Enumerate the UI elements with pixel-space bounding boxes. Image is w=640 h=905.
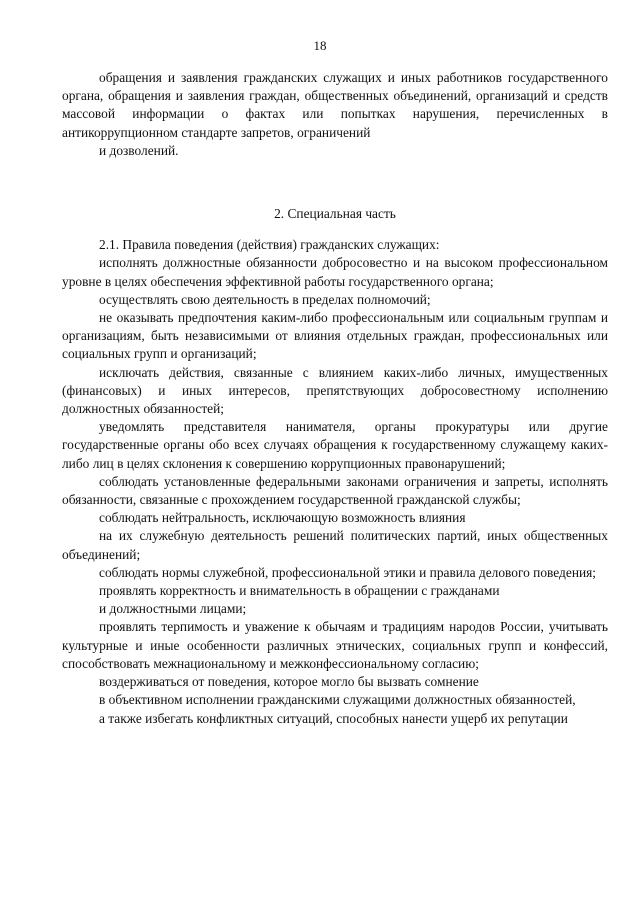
intro-paragraph: и дозволений. [99, 142, 179, 158]
rule-item: а также избегать конфликтных ситуаций, способных нанести ущерб их репутации [99, 710, 568, 726]
intro-paragraph: обращения и заявления гражданских служащих и иных работников государственного органа, обращения и заявления граждан, общественных объединений, организаций и средств массовой информации о фактах или попытках нарушения, перечисленных в антикоррупционном стандарте запретов, ограничений [62, 70, 608, 140]
rules-subheading: 2.1. Правила поведения (действия) гражданских служащих: [99, 237, 440, 253]
rule-item: соблюдать нормы служебной, профессиональной этики и правила делового поведения; [99, 564, 597, 580]
rule-item: в объективном исполнении гражданскими служащими должностных обязанностей, [99, 692, 576, 708]
rule-item: проявлять терпимость и уважение к обычаям и традициям народов России, учитывать культурные и иные особенности различных этнических, социальных групп и конфессий, способствовать межнациональному и межконфессиональному согласию; [62, 619, 608, 671]
document-body [62, 69, 608, 728]
rule-item: соблюдать установленные федеральными законами ограничения и запреты, исполнять обязанности, связанные с прохождением государственной гражданской службы; [62, 473, 608, 508]
heading-gap [62, 223, 608, 236]
rule-item: осуществлять свою деятельность в пределах полномочий; [99, 291, 431, 307]
rule-item: исключать действия, связанные с влиянием каких-либо личных, имущественных (финансовых) и иных интересов, препятствующих добросовестному исполнению должностных обязанностей; [62, 364, 608, 417]
rule-item: соблюдать нейтральность, исключающую возможность влияния [99, 510, 466, 526]
rule-item: исполнять должностные обязанности добросовестно и на высоком профессиональном уровне в целях обеспечения эффективной работы государственного органа; [62, 255, 608, 289]
section-gap [62, 160, 608, 205]
rule-item: и должностными лицами; [99, 601, 247, 617]
section-heading: 2. Специальная часть [274, 206, 396, 222]
rule-item: уведомлять представителя нанимателя, органы прокуратуры или другие государственные органы обо всех случаях обращения к государственному служащему каких-либо лиц в целях склонения к совершению коррупционных правонарушений; [62, 419, 608, 471]
rule-item: не оказывать предпочтения каким-либо профессиональным или социальным группам и организациям, быть независимыми от влияния отдельных граждан, профессиональных или социальных групп и организаций; [62, 310, 608, 362]
page-number: 18 [313, 38, 327, 53]
rule-item: воздерживаться от поведения, которое могло бы вызвать сомнение [99, 674, 479, 690]
rule-item: на их служебную деятельность решений политических партий, иных общественных объединений; [62, 528, 608, 562]
rule-item: проявлять корректность и внимательность в обращении с гражданами [99, 583, 500, 599]
